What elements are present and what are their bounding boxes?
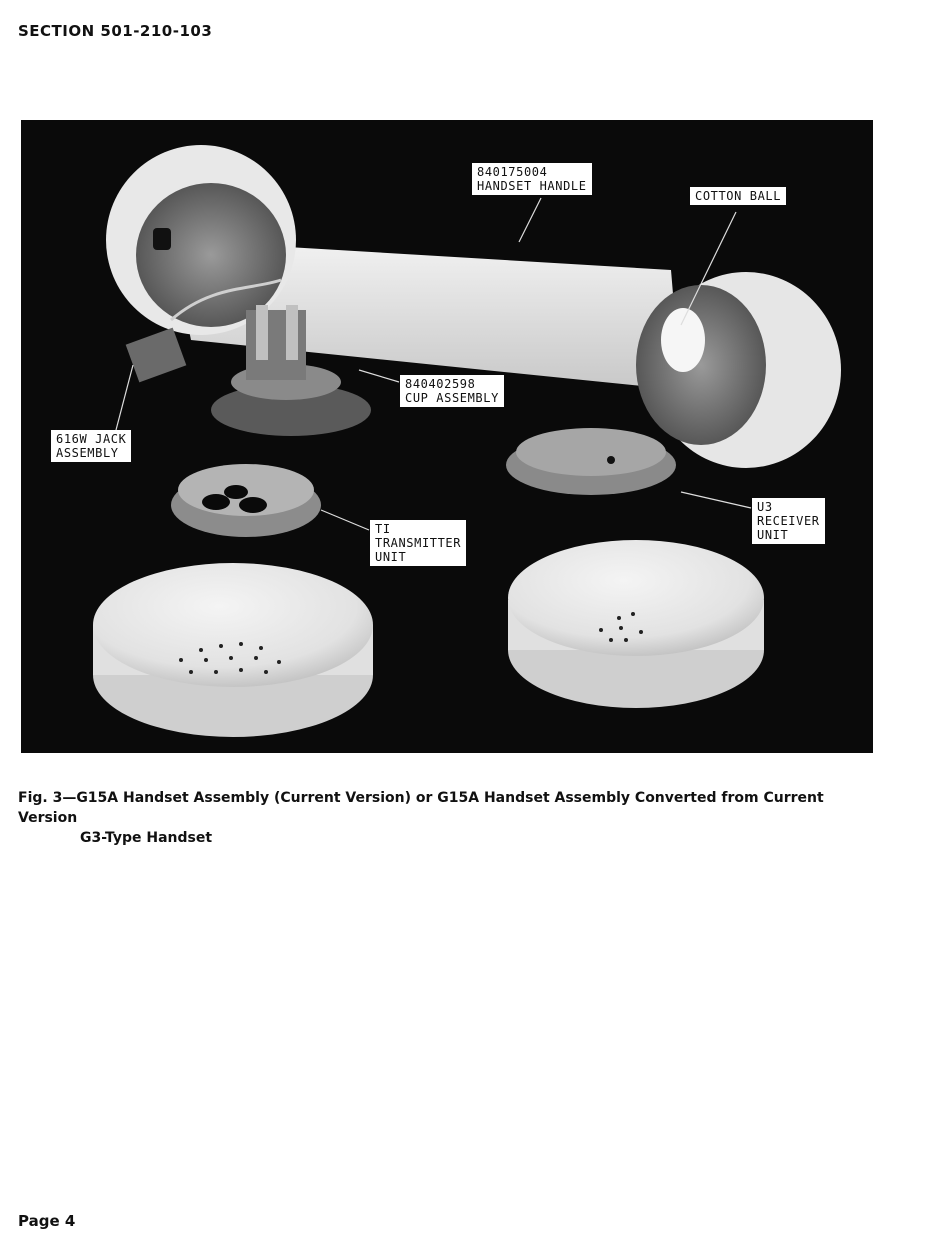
figure-caption-line-1: Fig. 3—G15A Handset Assembly (Current Version) or G15A Handset Assembly Converted from Current Version [18,790,824,826]
page-number: Page 4 [18,1212,76,1230]
transmitter-cap-shape [93,563,373,737]
callout-cotton-ball [690,187,786,205]
handset-handle-label: HANDSET HANDLE [477,179,587,193]
cotton-ball-label: COTTON BALL [695,189,782,203]
figure-caption-line-2: G3-Type Handset [80,830,213,846]
cotton-ball-shape [661,308,705,372]
callout-cup-assembly [400,375,504,407]
callout-jack-assembly [51,430,131,462]
jack-assembly-line-1: 616W JACK [56,432,127,446]
figure-caption [18,788,868,848]
receiver-unit-line-2: RECEIVER [757,514,820,528]
handset-illustration [21,120,873,753]
transmitter-unit-code: TI [375,522,391,536]
transmitter-unit-line-2: TRANSMITTER [375,536,462,550]
callout-receiver-unit [752,498,825,544]
jack-assembly-line-2: ASSEMBLY [56,446,119,460]
cup-assembly-part-number: 840402598 [405,377,476,391]
section-header: SECTION 501-210-103 [18,22,213,40]
receiver-unit-shape [506,428,676,495]
callout-transmitter-unit [370,520,466,566]
handset-photo [21,120,873,753]
transmitter-unit-shape [171,464,321,537]
handset-handle-part-number: 840175004 [477,165,548,179]
transmitter-unit-line-3: UNIT [375,550,407,564]
callout-handset-handle [472,163,592,195]
receiver-cap-shape [508,540,764,708]
receiver-unit-line-3: UNIT [757,528,789,542]
cup-assembly-label: CUP ASSEMBLY [405,391,499,405]
receiver-unit-code: U3 [757,500,773,514]
